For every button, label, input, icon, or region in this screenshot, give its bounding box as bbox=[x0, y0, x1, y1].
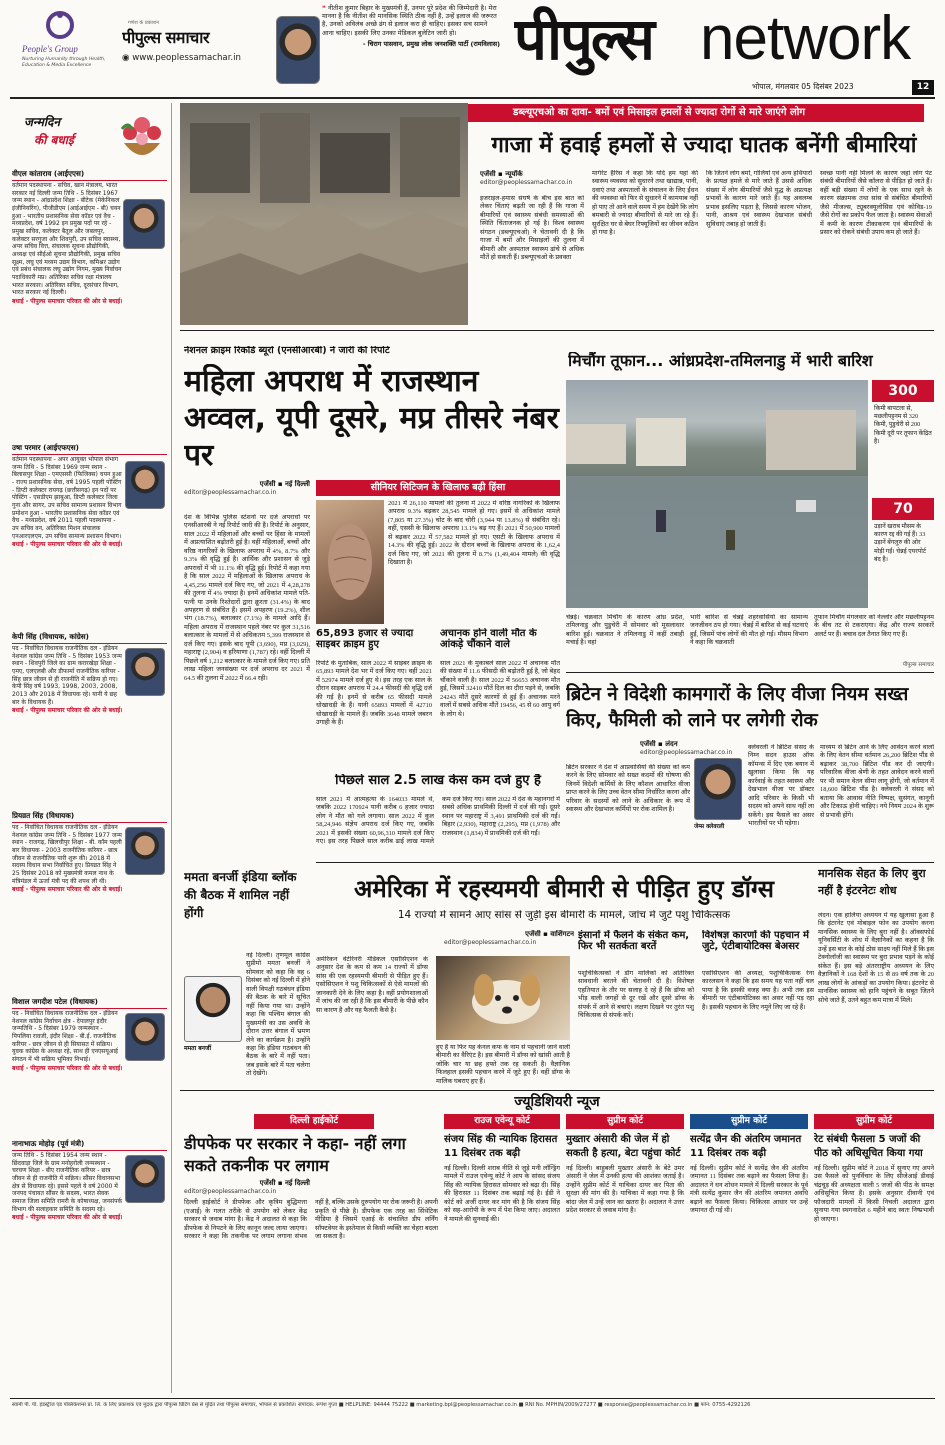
person-photo bbox=[125, 461, 165, 509]
person-photo bbox=[123, 199, 165, 249]
crime-headline: महिला अपराध में राजस्थान अव्वल, यूपी दूसरे, मप्र तीसरे नंबर पर bbox=[184, 364, 559, 473]
cyber-subhead: 65,893 हजार से ज्यादा साइबर क्राइम हुए bbox=[316, 628, 414, 651]
crime-email: editor@peoplessamachar.co.in bbox=[184, 489, 277, 496]
person-bio: वर्तमान पदस्थापना - सचिव, खान मंत्रालय, भारत सरकार नई दिल्ली जन्म तिथि - 5 दिसंबर 1967 जन्म स्थान - आंध्रप्रदेश शिक्षा - बीटेक (मेकेनिकल इंजीनियरिंग), पीजीडीएम (आईआईएम - बी) चयन हुआ - भारतीय प्रशासनिक सेवा कॉडर एवं वैच - मध्यप्रदेश, वर्ष 1992 इन प्रमुख पदों पर रहे - प्रमुख सचिव, कलेक्टर बैतूल और जबलपुर, कलेक्टर सरगुजा और शिवपुरी, उप सचिव स्वास्थ्य, अपर सचिव वित्त, संचालक सूचना प्रौद्योगिकी, अध्यक्ष एवं सीईओ सूचना प्रौद्योगिकी, प्रमुख सचिव सूक्ष्म, लघु एवं मध्यम उद्यम विभाग, कमिश्नर उद्योग एवं प्रबंध संचालक लघु उद्योग निगम, मुख्य निर्वाचन पदाधिकारी मप्र। अतिरिक्त सचिव रक्षा मंत्रालय भारत सरकार। अतिरिक्त सचिव, दूरसंचार विभाग, भारत सरकार नई दिल्ली। bbox=[12, 182, 122, 297]
death-text: साल 2021 के मुकाबले साल 2022 में अचानक मौत की संख्या में 11.6 फीसदी की बढ़ोतरी हुई है, जो बेहद चौंकाने वाली है। साल 2022 में 56653 अचानक मौत हुई, जिसमें 32410 मौतें दिल का दौरा पड़ने से, जबकि 24243 मौतें दूसरे कारणों से हुई हैं। अचानक मरने वालों में सबसे अधिक मौतें 19456, 45 से 60 आयु वर्ग के लोग थे। bbox=[440, 660, 560, 718]
stat-70-value: 70 bbox=[872, 498, 934, 520]
judiciary-byline: एजेंसी ▪ नई दिल्ली bbox=[259, 1179, 310, 1188]
person-bio: जन्म तिथि - 5 दिसंबर 1954 जन्म स्थान - छिंदवाड़ा जिले के ग्राम मनोहरोली जन्मस्थान - चरचण शिक्षा - बीए राजनीतिक करियर - छात्र जीवन से ही राजनीति में सक्रिय। सौंसर विधानसभा क्षेत्र से विधायक रहे। इससे पहले ये वर्ष 2000 में जनपद पंचायत सौंसर के सदस्य, भारत सेवक समाज जिला समिति रामरी के कोषाध्यक्ष, जनसंपर्क विभाग की सलाहकार समिति के सदस्य रहे। bbox=[12, 1152, 123, 1213]
birthday-sidebar bbox=[12, 103, 172, 1393]
crime-column-2: 2021 में 26,110 मामलों की तुलना में 2022 में वरिष्ठ नागरिकों के खिलाफ अपराध 9.3% बढ़कर 28,545 मामले हो गए। इसमें से अधिकांश मामले (7,805 या 27.3%) चोट के बाद चोरी (3,944 या 13.8%) से संबंधित रहे। वहीं, एससी के खिलाफ अपराध 13.1% बढ़ गए हैं। 2021 में 50,900 मामलों से बढ़कर 2022 में 57,582 मामले हो गए। एसटी के खिलाफ अपराध में 14.3% की वृद्धि हुई। 2022 के दौरान बच्चों के खिलाफ अपराध के 1,62,4 दर्ज किए गए, जो 2021 की तुलना में 8.7% (1,49,404 मामले) की वृद्धि दिखाता है। bbox=[388, 500, 560, 567]
cyclone-column-1: चेन्नई। चक्रवात मिचौंग के कारण आंध्र प्रदेश, तमिलनाडु और पुडुचेरी में सोमवार को मूसलाधार बारिश हुई। चक्रवात ने तमिलनाडु में कहीं तबाही मचाई है। वहां bbox=[566, 614, 684, 647]
mental-body: लंदन। एक हालिया अध्ययन में यह खुलासा हुआ है कि इंटरनेट एवं मोबाइल फोन का उपयोग करना मानसिक स्वास्थ्य के लिए बुरा नहीं है। ऑक्सफोर्ड यूनिवर्सिटी के शोध में वैज्ञानिकों का कहना है कि उन्हें इस बात के कोई ठोस साक्ष्य नहीं मिले हैं कि इस टेक्नोलॉजी का स्वास्थ्य पर बुरा प्रभाव पड़ने के कोई संकेत हैं। इस बड़े अंतरराष्ट्रीय अध्ययन के लिए वैज्ञानिकों ने 168 देशों के 15 से 89 वर्ष तक के 20 लाख लोगों के आंकड़ों का उपयोग किया। इंटरनेट से मानसिक स्वास्थ्य को हानि पहुंचने के सबूत जितने सोचे जाते हैं, उतने बहुत कम मात्रा में मिले। bbox=[818, 912, 934, 1004]
person-photo bbox=[125, 1155, 165, 1203]
quote-box bbox=[322, 4, 500, 92]
person-bio: पद - निर्वाचित विधायक राजनीतिक दल - इंडियन नेशनल कांग्रेस जन्म तिथि - 5 दिसंबर 1953 जन्म स्थान - शिवपुरी जिले का ग्राम करारखेड़ा शिक्षा - एमए, एलएलबी और डीफार्मा राजनीतिक करियर - सिंह छात्र जीवन से ही राजनीति में सक्रिय हो गए। केपी सिंह वर्ष 1993, 1998, 2003, 2008, 2013 और 2018 में विधायक रहे। यानी ये छह बार के विधायक हैं। bbox=[12, 645, 122, 706]
dogs-column-1: अमेरिकन वेटेरिनरी मेडिकल एसोसिएशन के अनुसार देश के कम से कम 14 राज्यों में डॉग्स सांस की एक रहस्यमयी बीमारी से पीड़ित हुए हैं। एसोसिएशन ने पशु चिकित्सकों से ऐसे मामलों की जानकारी देने के लिए कहा है। वहीं प्रयोगशालाओं में जांच की जा रही है कि इस बीमारी के पीछे कौन सा कारण है और यह फैलती कैसे है। bbox=[316, 956, 428, 1014]
cases-text: साल 2021 में आत्महत्या के 164033 मामले थे, जबकि 2022 170924 यानी करीब 6 हजार ज्यादा लोग ने मौत को गले लगाया। साल 2022 में कुल 58,24,946 संज्ञेय अपराध दर्ज किए गए, जबकि 2021 में इसकी संख्या 60,96,310 मामले दर्ज किए गए। इस तरह पिछले साल करीब ढाई लाख मामले कम दर्ज किए गए। साल 2022 में देश के महानगरों में सबसे अधिक प्राथमिकी दिल्ली में दर्ज की गईं। दूसरे स्थान पर महाराष्ट्र में 3,491 प्राथमिकी दर्ज की गईं। बिहार (2,930), महाराष्ट्र (2,295), मप्र (1,978) और राजस्थान (1,834) में प्राथमिकी दर्ज की गईं। bbox=[316, 796, 560, 846]
birthday-wish: बधाई - पीपुल्स समाचार परिवार की ओर से बधाई। bbox=[12, 1214, 123, 1222]
uk-column-2: क्लेवरली ने ब्रिटिश संसद के निम्न सदन हाउस ऑफ कॉमन्स में दिए एक बयान में खुलासा किया कि यह कार्रवाई के तहत स्वास्थ्य और देखभाल वीजा पर डॉक्टर आदि परिवार के किसी भी सदस्य को अपने साथ नहीं ला सकेंगे। इस फैसले का असर भारतीयों पर भी पड़ेगा। bbox=[748, 744, 814, 828]
dogs-column-3: पशुचिकित्सकों ने डॉग मालिकों को अतिरिक्त सावधानी बरतने की चेतावनी दी है। विशेषज्ञ एहतियात के तौर पर सलाह दे रहे हैं कि डॉग्स को भीड़ वाली जगहों से दूर रखें और दूसरे डॉग्स के संपर्क में आने से बचाएं। लक्षण दिखने पर तुरंत पशु चिकित्सक से संपर्क करें। bbox=[578, 970, 694, 1020]
quote-author: - चिराग पासवान, प्रमुख लोक जनशक्ति पार्टी (रामविलास) bbox=[362, 39, 500, 48]
dogs-email: editor@peoplessamachar.co.in bbox=[444, 939, 537, 946]
dog-photo bbox=[436, 956, 570, 1040]
judiciary-headline: रेट संबंधी फैसला 5 जजों की पीठ को अधिसूचित किया गया bbox=[814, 1134, 923, 1159]
brand-hindi: पीपुल्स bbox=[514, 5, 653, 73]
small-brand-pre: गणेश के प्रकाशन bbox=[128, 20, 160, 26]
crime-byline: एजेंसी ▪ नई दिल्ली bbox=[259, 480, 310, 488]
judiciary-title: ज्यूडिशियरी न्यूज bbox=[514, 1094, 600, 1110]
cleverly-photo bbox=[694, 758, 742, 820]
gaza-column-4: स्वच्छ पानी नहीं मिलने के कारण जहां लोग पेट संबंधी बीमारियों जैसे कॉलरा से पीड़ित हो जाते हैं। वहीं बड़ी संख्या में लोगों के एक साथ रहने के कारण संक्रामक तथा सांस से संबंधित बीमारियों जैसे मीजल्स, ट्यूबरक्यूलोसिस एवं कोविड-19 जैसे रोगों का प्रकोप फैल जाता है। स्वास्थ्य सेवाओं में कमी के कारण टीकाकरण एवं बीमारियों के प्रसार को रोकने संबंधी उपाय कम हो जाते हैं। bbox=[820, 170, 932, 237]
cyclone-column-3: तूफान मिचौंग मंगलवार को नेल्लोर और मछलीपट्टनम के बीच तट से टकराएगा। केंद्र और राज्य सरकारें अलर्ट पर हैं। बचाव दल तैनात किए गए हैं। bbox=[814, 614, 934, 638]
person-photo bbox=[125, 1013, 165, 1061]
flood-photo bbox=[566, 380, 868, 608]
divider bbox=[180, 330, 934, 331]
gaza-column-2: मार्गरेट हैरिस ने कहा कि यदि हम यहां की स्वास्थ्य व्यवस्था को सुधारने तथा खाद्यान्न, पानी, दवाएं तथा अस्पतालों के संचालन के लिए ईंधन की व्यवस्था को फिर से सुधारने में कामयाब नहीं हो पाए तो आने वाले समय में हम देखेंगे कि लोग बमबारी से ज्यादा बीमारियों से मारे जा रहे हैं। सुरक्षित घर से बेघर रिफ्यूजियों का जीवन कठिन हो गया है। bbox=[592, 170, 698, 237]
birthday-wish: बधाई - पीपुल्स समाचार परिवार की ओर से बधाई। bbox=[12, 298, 123, 306]
quote-text: ❝ नीतीश कुमार बिहार के मुख्यमंत्री हैं, उनपर पूरे प्रदेश की जिम्मेदारी है। मेरा मानना है कि नीतीश की मानसिक स्थिति ठीक नहीं है, उन्हें इलाज की जरूरत है, उनको अविलंब अच्छे ढंग से इलाज करा ही चाहिए। इसका सच सामने आना चाहिए। इसकी लिए उनका मेडिकल बुलेटिन जारी हो। bbox=[322, 4, 497, 37]
group-logo-icon bbox=[40, 10, 80, 40]
dogs-headline: अमेरिका में रहस्यमयी बीमारी से पीड़ित हुए डॉग्स bbox=[354, 875, 774, 903]
masthead-rule bbox=[10, 97, 935, 99]
judiciary-body: नई दिल्ली। सुप्रीम कोर्ट ने सत्येंद्र जैन की अंतरिम जमानत 11 दिसंबर तक बढ़ाने का फैसला लिया है। अदालत ने धन शोधन मामले में दिल्ली सरकार के पूर्व मंत्री सत्येंद्र कुमार जैन की अंतरिम जमानत अवधि बढ़ाने का फैसला किया। चिकित्सा आधार पर उन्हें जमानत दी गई थी। bbox=[690, 1165, 808, 1215]
judiciary-story-stay bbox=[814, 1114, 934, 1394]
gaza-rubble-photo bbox=[180, 103, 468, 325]
group-logo bbox=[22, 10, 117, 90]
mamata-headline: ममता बनर्जी इंडिया ब्लॉक की बैठक में शामिल नहीं होंगी bbox=[184, 870, 297, 920]
person-bio: पद - निर्वाचित विधायक राजनीतिक दल - इंडियन नेशनल कांग्रेस निर्वाचन क्षेत्र - देपालपुर इंदौर जन्मतिथि - 5 दिसंबर 1979 जन्मस्थान - पिपलिया रावजी, इंदौर शिक्षा - बी.ई. राजनीतिक करियर - छात्र जीवन से ही सियासत में सक्रिय। युवक कांग्रेस के अध्यक्ष रहे, साथ ही एनएसयूआई संगठन में भी सक्रिय भूमिका निभाई। bbox=[12, 1010, 118, 1064]
rubble-illustration bbox=[180, 103, 468, 325]
gaza-headline-box bbox=[474, 126, 934, 168]
birthday-title-top: जन्मदिन bbox=[24, 115, 61, 129]
uk-email: editor@peoplessamachar.co.in bbox=[640, 749, 733, 756]
judiciary-headline: सत्येंद्र जैन की अंतरिम जमानत 11 दिसंबर तक बढ़ी bbox=[690, 1134, 802, 1159]
small-brand-title: पीपुल्स समाचार bbox=[122, 28, 209, 47]
gaza-byline: एजेंसी ▪ न्यूयॉर्क bbox=[480, 170, 523, 178]
dogs-right-subhead: विशेषज्ञ कारणों की पहचान में जुटे, एंटीबायोटिक्स बेअसर bbox=[702, 930, 809, 953]
judiciary-headline: संजय सिंह की न्यायिक हिरासत 11 दिसंबर तक बढ़ी bbox=[444, 1134, 558, 1159]
globe-icon: ◉ bbox=[122, 53, 133, 63]
judiciary-story-deepfake bbox=[184, 1114, 438, 1394]
birthday-entry bbox=[12, 997, 167, 1135]
mamata-body: नई दिल्ली। तृणमूल कांग्रेस सुप्रीमो ममता बनर्जी ने सोमवार को कहा कि वह 6 दिसंबर को नई दिल्ली में होने वाली विपक्षी गठबंधन इंडिया की बैठक के बारे में सूचित नहीं किया गया था। उन्होंने कहा कि पश्चिम बंगाल की मुख्यमंत्री का उस अवधि के दौरान उत्तर बंगाल में भ्रमण लेने का कार्यक्रम है। उन्होंने कहा कि इंडिया गठबंधन की बैठक के बारे में नहीं पता। जब इसके बारे में पता चलेगा तो देखेंगे। bbox=[246, 952, 310, 1078]
birthday-entry bbox=[12, 632, 167, 807]
judiciary-headline: मुख्तार अंसारी की जेल में हो सकती है हत्या, बेटा पहुंचा कोर्ट bbox=[566, 1134, 681, 1159]
court-tag: दिल्ली हाईकोर्ट bbox=[254, 1114, 374, 1129]
cases-subhead: पिछले साल 2.5 लाख केस कम दर्ज हुए हैं bbox=[335, 774, 541, 788]
judiciary-body: दिल्ली हाईकोर्ट ने डीपफेक और कृत्रिम बुद्धिमत्ता (एआई) के गलत तरीके से उपयोग को लेकर केंद्र सरकार से जवाब मांगा है। केंद्र ने अदालत से कहा कि डीपफेक से निपटने के लिए कानून जल्द लाया जाएगा। सरकार ने कहा कि तकनीक पर लगाम लगाना संभव नहीं है, बल्कि उसके दुरुपयोग पर रोक जरूरी है। अपनी प्रकृति से पीछे है। डीपफेक एक तरह का सिंथेटिक मीडिया है जिसमें एआई के संचालित डीप लर्निंग सॉफ्टवेयर के इस्तेमाल से किसी व्यक्ति का चेहरा बदला जा सकता है। bbox=[184, 1199, 438, 1240]
mental-headline: मानसिक सेहत के लिए बुरा नहीं है इंटरनेटः शोध bbox=[818, 867, 926, 897]
crime-column-1: देश के विभिन्न पुलिस स्टेशनों पर दर्ज अपराधों पर एनसीआरबी ने नई रिपोर्ट जारी की है। रिपोर्ट के अनुसार, साल 2022 में महिलाओं और बच्चों पर हिंसा के मामलों में अप्रत्याशित बढ़ोतरी हुई है। वहीं महिलाओं, बच्चों और वरिष्ठ नागरिकों के खिलाफ अपराध में 4%, 8.7% और 9.3% की वृद्धि हुई है। आर्थिक और प्रशासन से जुड़े अपराधों में भी 11.1% की वृद्धि हुई। रिपोर्ट में कहा गया है कि साल 2022 में महिलाओं के खिलाफ अपराध के 4,45,256 मामले दर्ज किए गए, जो 2021 में 4,28,278 की तुलना में 4% ज्यादा है। इनमें अधिकांश मामले पति-पत्नी या उनके रिश्तेदारों द्वारा क्रूरता (31.4%) के बाद अपहरण से संबंधित हैं। इसमें अपहरण (19.2%), शील भंग (18.7%), बलात्कार (7.1%) के मामले आदि हैं। महिला अपराध में राजस्थान पहले नंबर पर कुल 31,516 बलात्कार के मामलों में से अधिकतम 5,399 राजस्थान से दर्ज किए गए। इसके बाद यूपी (3,690), मप्र (3,029), महाराष्ट्र (2,904) व हरियाणा (1,787) रहे। वहीं दिल्ली में पिछले वर्ष 1,212 बलात्कार के मामले दर्ज किए गए। प्रति लाख महिला जनसंख्या पर दर्ज अपराध दर 2021 में 64.5 की तुलना में 2022 में 66.4 रही। bbox=[184, 514, 310, 682]
stat-70-text: उड़ानें खराब मौसम के कारण रद्द की गई हैं। 33 उड़ानें बेंगलुरु की ओर मोड़ी गईं। चेन्नई एयरपोर्ट बंद है। bbox=[874, 523, 926, 563]
dogs-subhead: 14 राज्यों में सामने आए सांस से जुड़ी इस बीमारी के मामले, जांच में जुटे पशु चिकित्सक bbox=[397, 910, 731, 921]
birthday-wish: बधाई - पीपुल्स समाचार परिवार की ओर से बधाई। bbox=[12, 541, 123, 549]
hands-illustration bbox=[316, 500, 384, 624]
page-number: 12 bbox=[912, 80, 934, 95]
stat-70-box bbox=[872, 498, 934, 610]
divider bbox=[566, 672, 934, 673]
quote-icon: ❝ bbox=[322, 4, 328, 12]
birthday-wish: बधाई - पीपुल्स समाचार परिवार की ओर से बधाई। bbox=[12, 707, 123, 715]
person-bio: वर्तमान पदस्थापना - अपर आयुक्त भोपाल संभाग जन्म तिथि - 5 दिसंबर 1969 जन्म स्थान - बिलासपुर शिक्षा - एमएससी (फिजिक्स) चयन हुआ - राज्य प्रशासनिक सेवा, वर्ष 1995 पहली पोस्टिंग - डिप्टी कलेक्टर रायगढ़ (छत्तीसगढ़) इन पदों पर पोस्टिंग - एसडीएम झाबुआ, डिप्टी कलेक्टर जिला गुना और सागर, उप सचिव सामान्य प्रशासन विभाग प्रमोशन हुआ - भारतीय प्रशासनिक सेवा कॉडर एवं वैच - मध्यप्रदेश, वर्ष 2011 पहली पदस्थापना - उप सचिव वन, अतिरिक्त मिशन संचालक एनआरएलएम, उप सचिव सामान्य प्रशासन विभाग। bbox=[12, 456, 122, 540]
dogs-column-2: हुए हैं या फिर यह केनल कफ के नाम से पहचानी जाने वाली बीमारी का वैरिएंट है। इस बीमारी में डॉग्स को खांसी आती है जोकि चार या छह हफ्ते तक रह सकती है। वैज्ञानिक फिलहाल इसकी पहचान करने में जुटे हुए हैं। वहीं डॉग्स के मालिक घबराए हुए हैं। bbox=[436, 1044, 570, 1084]
birthday-entry bbox=[12, 1139, 167, 1289]
cyber-text: रिपोर्ट के मुताबिक, साल 2022 में साइबर क्राइम के 65,893 मामले देश भर में दर्ज किए गए। वहीं 2021 में 52974 मामले दर्ज हुए थे। इस तरह एक साल के दौरान साइबर अपराध में 24.4 फीसदी की वृद्धि दर्ज की गई है। इनमें से करीब 65 फीसदी मामले धोखाधड़ी के हैं। यानी 65893 मामलों में 42710 धोखाधड़ी के मामले हैं। जबकि 3648 मामले जबरन उगाही के हैं। bbox=[316, 660, 432, 727]
judiciary-headline: डीपफेक पर सरकार ने कहा- नहीं लगा सकते तकनीक पर लगाम bbox=[184, 1134, 406, 1175]
birthday-entry bbox=[12, 443, 167, 628]
court-tag: सुप्रीम कोर्ट bbox=[814, 1114, 934, 1129]
birthday-header bbox=[12, 103, 167, 167]
cyclone-headline: मिचौंग तूफान... आंध्रप्रदेश-तमिलनाडु में भारी बारिश bbox=[568, 352, 873, 370]
brand-en: network bbox=[700, 4, 911, 73]
judiciary-story-mukhtar bbox=[566, 1114, 684, 1394]
person-name: विशाल जगदीश पटेल (विधायक) bbox=[12, 997, 167, 1009]
judiciary-band bbox=[180, 1090, 934, 1112]
person-name: उषा परमार (आईएफएस) bbox=[12, 443, 167, 455]
person-photo bbox=[125, 827, 165, 875]
dateline: भोपाल, मंगलवार 05 दिसंबर 2023 bbox=[752, 82, 854, 91]
person-name: केपी सिंह (विधायक, कांग्रेस) bbox=[12, 632, 167, 644]
gaza-email: editor@peoplessamachar.co.in bbox=[480, 179, 573, 186]
divider bbox=[316, 862, 934, 863]
mamata-caption: ममता बनर्जी bbox=[184, 1045, 212, 1052]
court-tag: सुप्रीम कोर्ट bbox=[690, 1114, 808, 1129]
uk-column-1: ब्रिटेन सरकार ने देश में आप्रवासियों की संख्या को कम करने के लिए सोमवार को सख्त कदमों की घोषणा की जिनमें विदेशी कर्मियों के लिए कौशल आधारित वीजा प्राप्त करने के लिए उच्च वेतन सीमा निर्धारित करना और परिवार के सदस्यों को लाने के अधिकार के रूप में स्वास्थ्य और देखभाल कर्मियों पर रोक शामिल है। bbox=[566, 764, 690, 814]
uk-headline: ब्रिटेन ने विदेशी कामगारों के लिए वीजा नियम सख्त किए, फैमिली को लाने पर लगेगी रोक bbox=[566, 684, 909, 731]
chirag-photo bbox=[276, 16, 320, 84]
birthday-entry bbox=[12, 169, 167, 439]
dogs-column-4: एसोसिएशन की अध्यक्ष, पशुचिकित्सक रेना कारलसन ने कहा कि इस समय यह पता नहीं चल पाया है कि इसकी वजह क्या है। अभी तक इस बीमारी पर एंटीबायोटिक्स का असर नहीं पड़ रहा है। इसकी पहचान के लिए नमूने लिए जा रहे हैं। bbox=[702, 970, 814, 1011]
gaza-kicker: डब्ल्यूएचओ का दावा- बमों एवं मिसाइल हमलों से ज्यादा रोगों से मारे जाएंगे लोग bbox=[394, 104, 924, 122]
flower-basket-icon bbox=[116, 109, 168, 165]
gaza-column-3: कि जितने लोग बमों, गोलियों एवं अन्य हथियारों के प्रत्यक्ष हमले से मारे जाते हैं उससे अधिक संख्या में लोग बीमारियों जैसे युद्ध के अप्रत्यक्ष प्रभावों के कारण मारे जाते हैं। यह अवलम्ब प्रभाव इसलिए पड़ता है, जिससे कारण भोजन, पानी, आश्रय एवं स्वास्थ्य देखभाल संबंधी सुविधाएं तबाह हो जाती हैं। bbox=[706, 170, 812, 228]
dogs-mid-subhead: इंसानों में फैलने के संकेत कम, फिर भी सतर्कता बरतें bbox=[578, 930, 690, 953]
person-name: नानाभाऊ मोहोड़ (पूर्व मंत्री) bbox=[12, 1139, 167, 1151]
dogs-byline-box bbox=[444, 930, 574, 952]
death-subhead: अचानक होने वाली मौत के आंकड़े चौंकाने वाले bbox=[440, 628, 537, 651]
stat-300-box bbox=[872, 380, 934, 494]
court-tag: राउज एवेन्यू कोर्ट bbox=[444, 1114, 560, 1129]
judiciary-story-jain bbox=[690, 1114, 808, 1394]
crime-byline-box bbox=[184, 480, 310, 508]
judiciary-body: नई दिल्ली। बाहुबली मुख्तार अंसारी के बेटे उमर अंसारी ने जेल में उनकी हत्या की आशंका जताई है। उन्होंने सुप्रीम कोर्ट में याचिका दायर कर पिता की सुरक्षा की मांग की है। याचिका में कहा गया है कि बांदा जेल में उन्हें जान का खतरा है। अदालत ने उत्तर प्रदेश सरकार से जवाब मांगा है। bbox=[566, 1165, 684, 1215]
cyclone-credit: पीपुल्स समाचार bbox=[902, 662, 934, 668]
person-bio: पद - निर्वाचित विधायक राजनीतिक दल - इंडियन नेशनल कांग्रेस जन्म तिथि - 5 दिसंबर 1977 जन्म स्थान - राजगढ़, खिलचीपुर शिक्षा - बी. कॉम पहली बार विधायक - 2003 राजनीतिक करियर - छात्र जीवन से राजनीतिक पारी शुरू की। 2018 में सदस्य विधान सभा निर्वाचित हुए। प्रियव्रत सिंह ने 25 दिसंबर 2018 को मुख्यमंत्री कमल नाथ के मंत्रिमंडल में ऊर्जा मंत्री पद की शपथ ली थी। bbox=[12, 824, 122, 885]
footer-imprint: स्वामी पी. पी. इंडस्ट्रीज एंड पब्लिकेशन्स प्रा. लि. के लिए प्रकाशक एवं मुद्रक द्वारा पीपुल्स प्रिंटिंग प्रेस से मुद्रित तथा पीपुल्स समाचार, भोपाल से प्रकाशित। संपादक: रूपेश गुप्ता ■ HELPLINE: 94444 75222 ■ marketing.bpl@peoplessamachar.co.in ■ RNI No. MPHIN/2009/27277 ■ response@peoplessamachar.co.in ■ फोन: 0755-4292126 bbox=[12, 1402, 751, 1408]
flood-illustration bbox=[566, 380, 868, 608]
birthday-wish: बधाई - पीपुल्स समाचार परिवार की ओर से बधाई। bbox=[12, 1064, 123, 1072]
person-photo bbox=[125, 648, 165, 696]
birthday-entry bbox=[12, 811, 167, 993]
person-name: प्रियव्रत सिंह (विधायक) bbox=[12, 811, 167, 823]
footer-rule bbox=[10, 1398, 935, 1399]
elderly-hands-photo bbox=[316, 500, 384, 624]
gaza-byline-box bbox=[480, 170, 580, 192]
person-name: वीएल कांताराव (आईएएस) bbox=[12, 169, 167, 181]
group-name: People's Group bbox=[22, 44, 78, 54]
masthead bbox=[0, 0, 945, 98]
judiciary-body: नई दिल्ली। सुप्रीम कोर्ट ने 2018 में सुनाए गए अपने उस फैसले को पुनर्विचार के लिए सीजेआई डीवाई चंद्रचूड़ की अध्यक्षता वाली 5 जजों की पीठ के समक्ष अधिसूचित किया है। इसके अनुसार दीवानी एवं फौजदारी मामलों में किसी निचली अदालत द्वारा सुनाया गया स्थगनादेश 6 महीने बाद स्वतः निष्प्रभावी हो जाएगा। bbox=[814, 1165, 934, 1223]
group-tagline: Nurturing Humanity through Health, Education & Media Excellence bbox=[22, 57, 106, 68]
court-tag: सुप्रीम कोर्ट bbox=[566, 1114, 684, 1129]
crime-subtag: सीनियर सिटिजन के खिलाफ बढ़ी हिंसा bbox=[316, 480, 560, 496]
stat-300-text: किमी बापटला से, मछलीपट्टनम से 320 किमी, पुडुचेरी से 200 किमी दूरी पर तूफान केंद्रित है। bbox=[874, 405, 932, 445]
cyclone-column-2: भारी बारिश से चेन्नई शहरवासियों का सामान्य जनजीवन ठप हो गया। चेन्नई में बारिश से कई घटनाएं हुईं, जिसमें पांच लोगों की मौत हो गई। मौसम विभाग ने कहा कि चक्रवाती bbox=[690, 614, 808, 647]
stat-300-value: 300 bbox=[872, 380, 934, 402]
gaza-headline: गाजा में हवाई हमलों से ज्यादा घातक बनेंगी बीमारियां bbox=[491, 133, 917, 158]
small-brand bbox=[122, 20, 272, 80]
uk-column-3: माध्यम से ब्रिटेन आने के लिए आवेदन करने वालों के लिए वेतन सीमा वर्तमान 26,200 ब्रिटिश पौंड से बढ़ाकर 38,700 ब्रिटिश पौंड कर दी जाएगी। परिवारिक वीजा श्रेणी के तहत आवेदन करने वालों पर भी समान वेतन सीमा लागू होगी, जो वर्तमान में 18,600 ब्रिटिश पौंड है। क्लेवरली ने संसद को बताया कि आवास नीति निष्पक्ष, सुसंगत, कानूनी और टिकाऊ होनी चाहिए। नये नियम 2024 के शुरू से प्रभावी होंगे। bbox=[820, 744, 934, 819]
crime-kicker: नेशनल क्राइम रिकॉर्ड ब्यूरो (एनसीआरबी) ने जारी की रिपोर्ट bbox=[184, 346, 390, 356]
dogs-byline: एजेंसी ▪ वाशिंगटन bbox=[525, 930, 574, 938]
gaza-column-1: इजराइल-हमास संघर्ष के बीच इस बात को लेकर चिंताएं बढ़ती जा रही हैं कि गाजा में बीमारियों एवं स्वास्थ्य संबंधी समस्याओं की स्थिति चिंताजनक हो गई है। विश्व स्वास्थ्य संगठन (डब्ल्यूएचओ) ने चेतावनी दी है कि गाजा में बमों और मिसाइलों की तुलना में बीमारी और अस्पताल स्वास्थ्य ढांचे से अधिक मौतें हो सकती हैं। डब्ल्यूएचओ के प्रवक्ता bbox=[480, 195, 584, 262]
birthday-title-bottom: की बधाई bbox=[34, 133, 74, 147]
dog-illustration bbox=[436, 956, 570, 1040]
birthday-wish: बधाई - पीपुल्स समाचार परिवार की ओर से बधाई। bbox=[12, 886, 123, 894]
cleverly-caption: जेम्स क्लेवरली bbox=[694, 824, 725, 830]
judiciary-email: editor@peoplessamachar.co.in bbox=[184, 1188, 277, 1196]
judiciary-story-sanjay bbox=[444, 1114, 560, 1394]
uk-byline: एजेंसी ▪ लंदन bbox=[640, 740, 678, 748]
site-link[interactable]: ◉ www.peoplessamachar.in bbox=[122, 53, 241, 63]
judiciary-body: नई दिल्ली। दिल्ली शराब नीति से जुड़े मनी लॉन्ड्रिंग मामले में राउज एवेन्यू कोर्ट ने आप के सांसद संजय सिंह की न्यायिक हिरासत सोमवार को बढ़ा दी। सिंह की हिरासत 11 दिसंबर तक बढ़ाई गई है। ईडी ने कोर्ट को अर्जी दायर कर मांग की है कि संजय सिंह को सह-आरोपी के रूप में पेश किया जाए। अदालत ने मामले की सुनवाई की। bbox=[444, 1165, 560, 1223]
